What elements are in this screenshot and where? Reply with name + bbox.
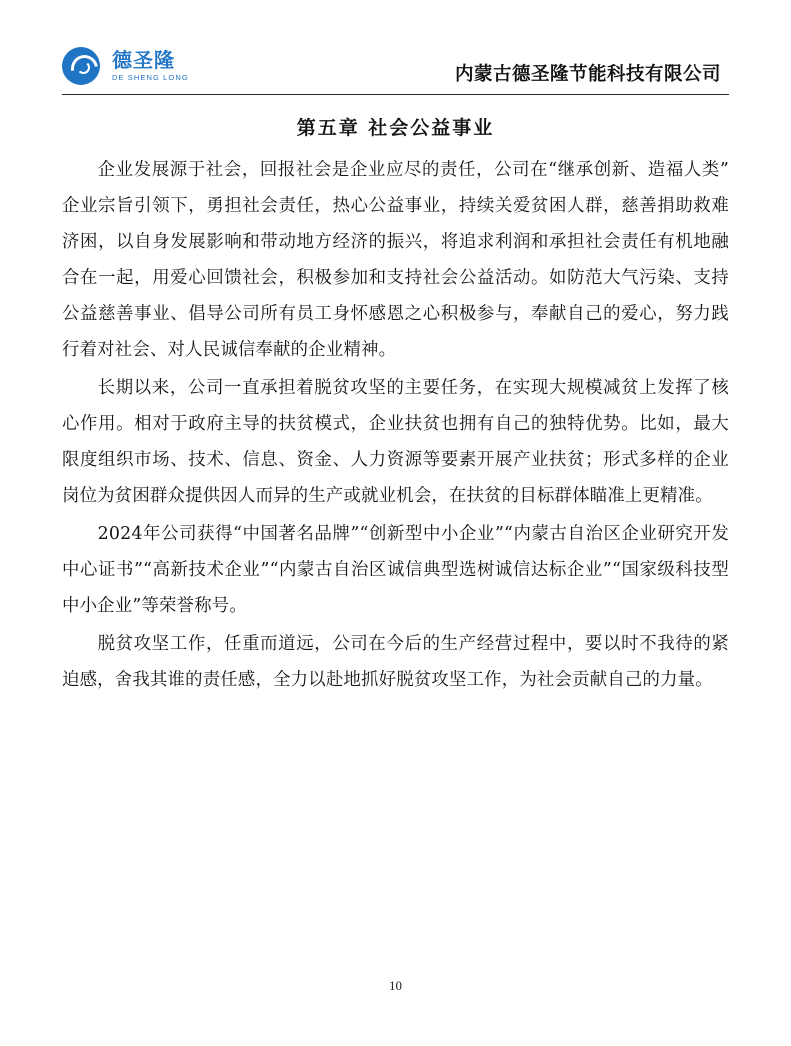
- page-title: 第五章 社会公益事业: [296, 117, 495, 139]
- paragraph: 2024年公司获得“中国著名品牌”“创新型中小企业”“内蒙古自治区企业研究开发中心证书”“高新技术企业”“内蒙古自治区诚信典型选树诚信达标企业”“国家级科技型中小企业”等荣誉称号。: [62, 524, 729, 616]
- logo-text: [112, 50, 189, 82]
- paragraph: 脱贫攻坚工作，任重而道远，公司在今后的生产经营过程中，要以时不我待的紧迫感，舍我其谁的责任感，全力以赴地抓好脱贫攻坚工作，为社会贡献自己的力量。: [62, 634, 729, 690]
- paragraph: 企业发展源于社会，回报社会是企业应尽的责任，公司在“继承创新、造福人类”企业宗旨引领下，勇担社会责任，热心公益事业，持续关爱贫困人群，慈善捐助救难济困，以自身发展影响和带动地方经济的振兴，将追求利润和承担社会责任有机地融合在一起，用爱心回馈社会，积极参加和支持社会公益活动。如防范大气污染、支持公益慈善事业、倡导公司所有员工身怀感恩之心积极参与，奉献自己的爱心，努力践行着对社会、对人民诚信奉献的企业精神。: [62, 160, 729, 360]
- company-logo: [62, 44, 189, 94]
- swirl-logo-icon: [62, 44, 106, 88]
- document-body: [62, 95, 729, 698]
- company-name: 内蒙古德圣隆节能科技有限公司: [454, 64, 721, 85]
- page-header: [62, 22, 729, 94]
- logo-name-cn: 德圣隆: [112, 48, 175, 73]
- document-page: [0, 22, 791, 1046]
- paragraph: 长期以来，公司一直承担着脱贫攻坚的主要任务，在实现大规模减贫上发挥了核心作用。相对于政府主导的扶贫模式，企业扶贫也拥有自己的独特优势。比如，最大限度组织市场、技术、信息、资金、人力资源等要素开展产业扶贫；形式多样的企业岗位为贫困群众提供因人而异的生产或就业机会，在扶贫的目标群体瞄准上更精准。: [62, 378, 729, 506]
- logo-name-en: DE SHENG LONG: [112, 73, 189, 83]
- page-number: 10: [389, 978, 402, 993]
